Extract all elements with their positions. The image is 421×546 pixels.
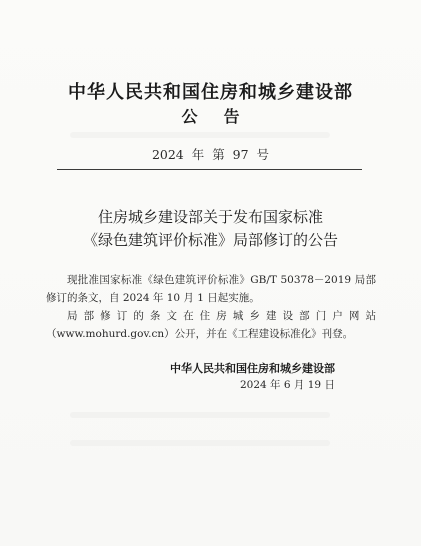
header-divider — [57, 169, 362, 170]
signature-date: 2024 年 6 月 19 日 — [240, 379, 335, 391]
body-paragraph-2: 局部修订的条文在住房城乡建设部门户网站（www.mohurd.gov.cn）公开，并在《工程建设标准化》刊登。 — [46, 310, 376, 340]
notice-title-line-2: 《绿色建筑评价标准》局部修订的公告 — [82, 231, 338, 249]
issuing-authority-header: 中华人民共和国住房和城乡建设部 — [68, 82, 353, 103]
signature-organization: 中华人民共和国住房和城乡建设部 — [170, 362, 335, 375]
notice-heading: 公告 — [181, 107, 266, 126]
notice-title-line-1: 住房城乡建设部关于发布国家标准 — [97, 208, 323, 226]
paper-texture — [70, 132, 330, 138]
paper-texture — [70, 412, 330, 418]
body-paragraph-1: 现批准国家标准《绿色建筑评价标准》GB/T 50378－2019 局部修订的条文，自 2024 年 10 月 1 日起实施。 — [46, 274, 376, 304]
document-number: 2024 年 第 97 号 — [151, 147, 270, 162]
paper-texture — [70, 440, 330, 446]
